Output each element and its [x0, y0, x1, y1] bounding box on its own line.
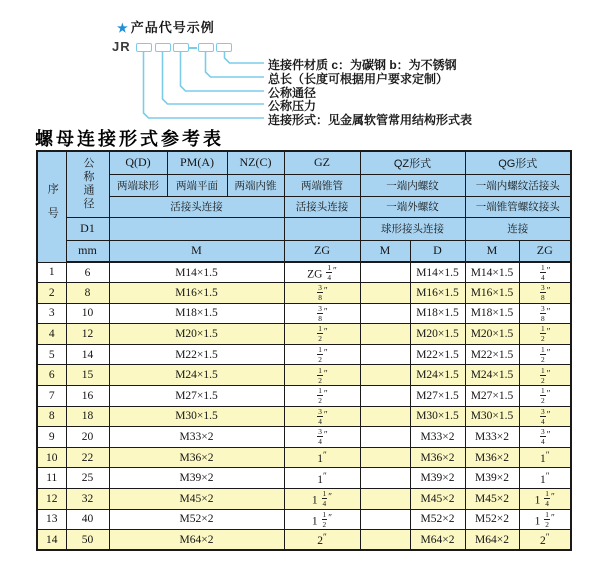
cell-qz-d: M33×2 [410, 427, 465, 448]
nut-connection-reference-table [36, 150, 572, 551]
cell-seq: 1 [37, 262, 66, 283]
cell-qg-zg: 1 $\frac{1}{2}$ ″ [519, 509, 571, 530]
cell-qz-d: M24×1.5 [410, 365, 465, 386]
cell-qg-zg: $\frac{1}{2}$ ″ [519, 365, 571, 386]
header-gz-union: 活接头连接 [284, 196, 360, 217]
star-icon: ★ [117, 21, 129, 35]
code-label-length: 总长（长度可根据用户要求定制） [268, 72, 449, 86]
cell-qz-m [360, 344, 410, 365]
header-gz-desc: 两端锥管 [284, 174, 360, 196]
cell-qg-m: M22×1.5 [465, 344, 519, 365]
cell-qz-m [360, 406, 410, 427]
header-qz-desc3: 球形接头连接 [360, 217, 465, 240]
cell-qz-m [360, 324, 410, 345]
cell-gz-zg: $\frac{3}{4}$ ″ [284, 406, 360, 427]
table-row [37, 447, 571, 468]
cell-seq: 6 [37, 365, 66, 386]
header-empty-gz [284, 217, 360, 240]
cell-qz-m [360, 427, 410, 448]
cell-dn-mm: 32 [66, 489, 109, 510]
cell-seq: 3 [37, 303, 66, 324]
cell-m-thread: M36×2 [109, 447, 284, 468]
cell-qg-m: M27×1.5 [465, 386, 519, 407]
cell-seq: 11 [37, 468, 66, 489]
cell-gz-zg: $\frac{3}{8}$ ″ [284, 303, 360, 324]
cell-qg-zg: 1″ [519, 468, 571, 489]
cell-gz-zg: 2″ [284, 530, 360, 551]
cell-m-thread: M16×1.5 [109, 283, 284, 304]
cell-qg-m: M18×1.5 [465, 303, 519, 324]
cell-dn-mm: 6 [66, 262, 109, 283]
cell-qg-m: M33×2 [465, 427, 519, 448]
header-nz-desc: 两端内锥 [227, 174, 284, 196]
cell-m-thread: M52×2 [109, 509, 284, 530]
cell-qg-zg: $\frac{3}{4}$ ″ [519, 427, 571, 448]
cell-qg-m: M52×2 [465, 509, 519, 530]
cell-gz-zg: $\frac{1}{2}$ ″ [284, 324, 360, 345]
code-line-connection [144, 51, 265, 118]
cell-m-thread: M27×1.5 [109, 386, 284, 407]
cell-qz-d: M45×2 [410, 489, 465, 510]
header-d1: D1 [66, 217, 109, 240]
header-qg-desc1: 一端内螺纹活接头 [465, 174, 571, 196]
cell-dn-mm: 22 [66, 447, 109, 468]
header-union-desc: 活接头连接 [109, 196, 284, 217]
cell-seq: 2 [37, 283, 66, 304]
cell-qg-zg: $\frac{1}{2}$ ″ [519, 324, 571, 345]
table-row [37, 262, 571, 283]
cell-qz-d: M14×1.5 [410, 262, 465, 283]
cell-dn-mm: 40 [66, 509, 109, 530]
cell-qz-m [360, 468, 410, 489]
cell-seq: 8 [37, 406, 66, 427]
cell-m-thread: M14×1.5 [109, 262, 284, 283]
header-col-gz: GZ [284, 151, 360, 174]
table-row [37, 283, 571, 304]
header-gz-unit: ZG [284, 240, 360, 262]
header-empty-span [109, 217, 284, 240]
header-seq: 序号 [37, 151, 66, 262]
cell-qg-m: M16×1.5 [465, 283, 519, 304]
table-row [37, 427, 571, 448]
header-pm-desc: 两端平面 [167, 174, 227, 196]
cell-qz-d: M22×1.5 [410, 344, 465, 365]
cell-m-thread: M20×1.5 [109, 324, 284, 345]
header-mm: mm [66, 240, 109, 262]
header-qz-desc1: 一端内螺纹 [360, 174, 465, 196]
header-m-unit: M [109, 240, 284, 262]
cell-qg-m: M36×2 [465, 447, 519, 468]
cell-qg-zg: $\frac{3}{4}$ ″ [519, 406, 571, 427]
cell-qz-d: M20×1.5 [410, 324, 465, 345]
header-qz-desc2: 一端外螺纹 [360, 196, 465, 217]
header-col-qg: QG形式 [465, 151, 571, 174]
cell-qg-zg: $\frac{3}{8}$ ″ [519, 303, 571, 324]
cell-qg-m: M30×1.5 [465, 406, 519, 427]
header-col-pm: PM(A) [167, 151, 227, 174]
cell-dn-mm: 12 [66, 324, 109, 345]
cell-qg-zg: $\frac{3}{8}$ ″ [519, 283, 571, 304]
cell-qg-zg: 1 $\frac{1}{4}$ ″ [519, 489, 571, 510]
table-row [37, 324, 571, 345]
cell-seq: 12 [37, 489, 66, 510]
cell-dn-mm: 50 [66, 530, 109, 551]
cell-qz-d: M30×1.5 [410, 406, 465, 427]
cell-seq: 13 [37, 509, 66, 530]
cell-gz-zg: ZG $\frac{1}{4}$ ″ [284, 262, 360, 283]
table-row [37, 406, 571, 427]
cell-qz-d: M64×2 [410, 530, 465, 551]
cell-m-thread: M30×1.5 [109, 406, 284, 427]
table-row [37, 386, 571, 407]
cell-qz-m [360, 509, 410, 530]
cell-qg-zg: 2″ [519, 530, 571, 551]
table-row [37, 468, 571, 489]
cell-gz-zg: 1″ [284, 468, 360, 489]
cell-qg-zg: $\frac{1}{2}$ ″ [519, 344, 571, 365]
cell-seq: 9 [37, 427, 66, 448]
cell-qg-zg: $\frac{1}{4}$ ″ [519, 262, 571, 283]
header-qg-m-unit: M [465, 240, 519, 262]
cell-dn-mm: 18 [66, 406, 109, 427]
code-line-length [206, 51, 265, 77]
header-qg-desc3: 连接 [465, 217, 571, 240]
header-qz-m-unit: M [360, 240, 410, 262]
cell-gz-zg: $\frac{1}{2}$ ″ [284, 386, 360, 407]
cell-qz-m [360, 489, 410, 510]
table-body [37, 262, 571, 550]
cell-qz-m [360, 365, 410, 386]
cell-qz-d: M16×1.5 [410, 283, 465, 304]
table-row [37, 509, 571, 530]
cell-qz-d: M52×2 [410, 509, 465, 530]
code-prefix: JR [112, 39, 131, 54]
product-code-diagram [0, 0, 600, 126]
cell-gz-zg: $\frac{1}{2}$ ″ [284, 344, 360, 365]
table-row [37, 365, 571, 386]
code-line-material [225, 51, 265, 63]
cell-qz-m [360, 262, 410, 283]
code-label-pressure: 公称压力 [268, 99, 317, 113]
table-row [37, 530, 571, 551]
header-q-desc: 两端球形 [109, 174, 167, 196]
cell-qz-m [360, 447, 410, 468]
header-qz-d-unit: D [410, 240, 465, 262]
code-line-dn [181, 51, 265, 91]
cell-m-thread: M18×1.5 [109, 303, 284, 324]
header-col-q: Q(D) [109, 151, 167, 174]
cell-qg-zg: $\frac{1}{2}$ ″ [519, 386, 571, 407]
header-qg-zg-unit: ZG [519, 240, 571, 262]
table-title: 螺母连接形式参考表 [35, 129, 224, 150]
cell-gz-zg: 1 $\frac{1}{4}$ ″ [284, 489, 360, 510]
table-row [37, 344, 571, 365]
table-row [37, 489, 571, 510]
cell-qz-d: M27×1.5 [410, 386, 465, 407]
cell-gz-zg: $\frac{3}{8}$ ″ [284, 283, 360, 304]
header-qg-desc2: 一端锥管螺纹接头 [465, 196, 571, 217]
cell-dn-mm: 14 [66, 344, 109, 365]
cell-gz-zg: $\frac{1}{2}$ ″ [284, 365, 360, 386]
code-label-connection: 连接形式：见金属软管常用结构形式表 [268, 113, 473, 127]
cell-m-thread: M22×1.5 [109, 344, 284, 365]
cell-seq: 14 [37, 530, 66, 551]
cell-dn-mm: 16 [66, 386, 109, 407]
cell-qz-m [360, 283, 410, 304]
cell-qg-m: M14×1.5 [465, 262, 519, 283]
code-label-material: 连接件材质 c：为碳钢 b：为不锈钢 [268, 58, 457, 72]
cell-gz-zg: 1″ [284, 447, 360, 468]
cell-seq: 4 [37, 324, 66, 345]
cell-qg-m: M39×2 [465, 468, 519, 489]
cell-qz-m [360, 303, 410, 324]
cell-dn-mm: 25 [66, 468, 109, 489]
cell-qz-m [360, 530, 410, 551]
cell-qg-m: M64×2 [465, 530, 519, 551]
cell-m-thread: M33×2 [109, 427, 284, 448]
cell-m-thread: M64×2 [109, 530, 284, 551]
diagram-title-text: 产品代号示例 [130, 20, 215, 35]
cell-gz-zg: $\frac{3}{4}$ ″ [284, 427, 360, 448]
cell-dn-mm: 15 [66, 365, 109, 386]
cell-qg-m: M20×1.5 [465, 324, 519, 345]
cell-qg-m: M24×1.5 [465, 365, 519, 386]
header-dn: 公称通径 [66, 151, 109, 217]
cell-dn-mm: 8 [66, 283, 109, 304]
cell-seq: 5 [37, 344, 66, 365]
cell-qz-d: M39×2 [410, 468, 465, 489]
cell-qz-m [360, 386, 410, 407]
cell-qz-d: M18×1.5 [410, 303, 465, 324]
cell-dn-mm: 20 [66, 427, 109, 448]
cell-dn-mm: 10 [66, 303, 109, 324]
header-col-nz: NZ(C) [227, 151, 284, 174]
cell-qz-d: M36×2 [410, 447, 465, 468]
cell-qg-zg: 1″ [519, 447, 571, 468]
cell-m-thread: M45×2 [109, 489, 284, 510]
cell-m-thread: M24×1.5 [109, 365, 284, 386]
cell-seq: 7 [37, 386, 66, 407]
header-col-qz: QZ形式 [360, 151, 465, 174]
cell-gz-zg: 1 $\frac{1}{2}$ ″ [284, 509, 360, 530]
cell-m-thread: M39×2 [109, 468, 284, 489]
cell-qg-m: M45×2 [465, 489, 519, 510]
code-label-dn: 公称通径 [268, 86, 317, 100]
table-row [37, 303, 571, 324]
cell-seq: 10 [37, 447, 66, 468]
